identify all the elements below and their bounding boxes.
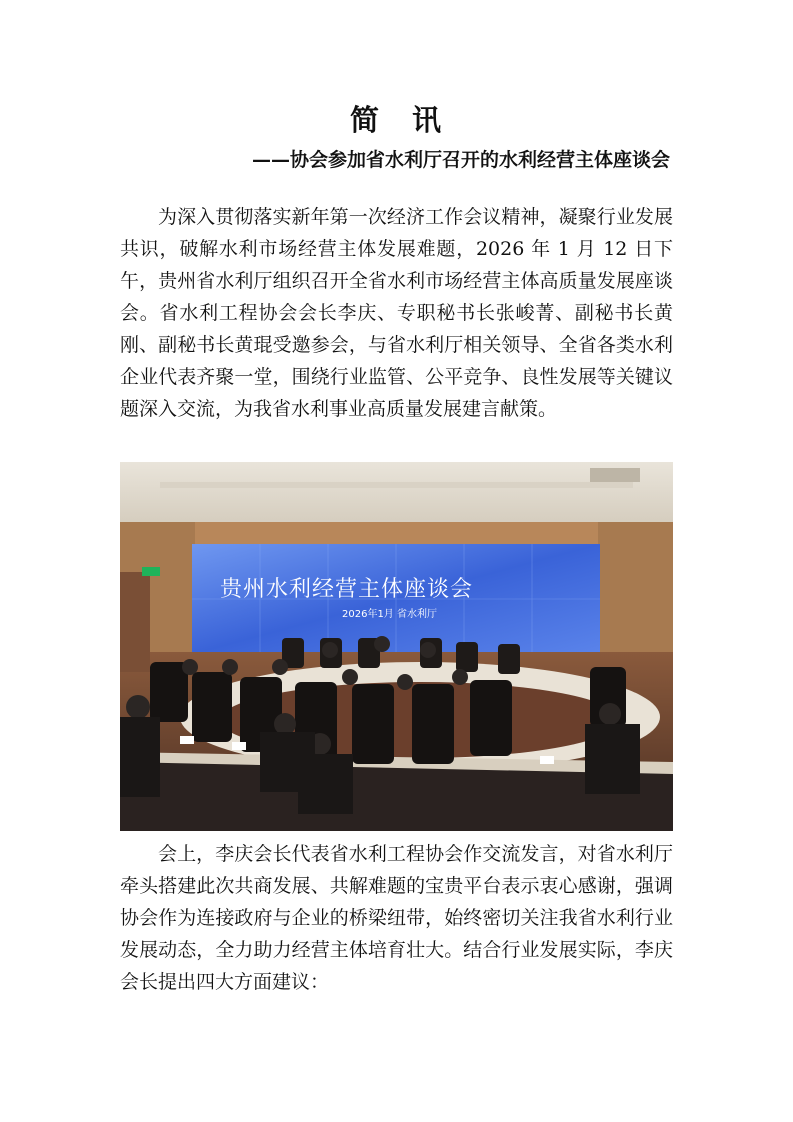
exit-sign-icon xyxy=(142,567,160,576)
document-title: 简 讯 xyxy=(349,103,443,137)
screen-banner-title: 贵州水利经营主体座谈会 xyxy=(220,577,474,602)
document-subtitle: ——协会参加省水利厅召开的水利经营主体座谈会 xyxy=(251,149,670,171)
paragraph-speech: 会上，李庆会长代表省水利工程协会作交流发言，对省水利厅牵头搭建此次共商发展、共解难题的宝贵平台表示衷心感谢，强调协会作为连接政府与企业的桥梁纽带，始终密切关注我省水利行业发展动态，全力助力经营主体培育壮大。结合行业发展实际，李庆会长提出四大方面建议： xyxy=(120,843,673,993)
meeting-photo-illustration xyxy=(120,462,673,831)
screen-banner-subtitle: 2026年1月 省水利厅 xyxy=(342,609,437,620)
meeting-photo xyxy=(120,462,673,831)
paragraph-intro: 为深入贯彻落实新年第一次经济工作会议精神，凝聚行业发展共识，破解水利市场经营主体发展难题，2026 年 1 月 12 日下午，贵州省水利厅组织召开全省水利市场经营主体高质量发展座谈会。省水利工程协会会长李庆、专职秘书长张峻菁、副秘书长黄刚、副秘书长黄琨受邀参会，与省水利厅相关领导、全省各类水利企业代表齐聚一堂，围绕行业监管、公平竞争、良性发展等关键议题深入交流，为我省水利事业高质量发展建言献策。 xyxy=(120,206,673,420)
